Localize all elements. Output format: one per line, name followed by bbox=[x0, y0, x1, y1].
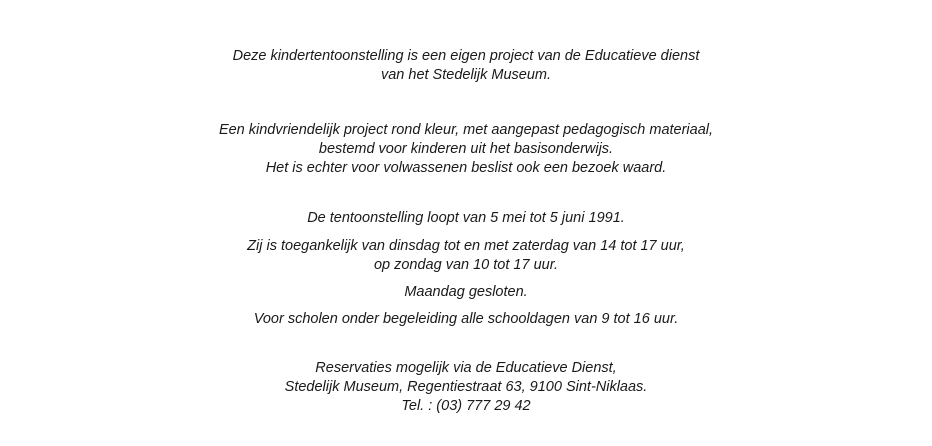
closed-day-paragraph bbox=[0, 283, 932, 302]
text-line: De tentoonstelling loopt van 5 mei tot 5 juni 1991. bbox=[307, 210, 625, 226]
text-line: Voor scholen onder begeleiding alle schooldagen van 9 tot 16 uur. bbox=[253, 311, 679, 327]
project-description-paragraph bbox=[0, 121, 932, 178]
text-line: Reservaties mogelijk via de Educatieve Dienst, bbox=[315, 360, 617, 376]
text-line: op zondag van 10 tot 17 uur. bbox=[373, 257, 559, 273]
text-line: van het Stedelijk Museum. bbox=[380, 67, 552, 83]
opening-hours-paragraph bbox=[0, 237, 932, 275]
text-line: Tel. : (03) 777 29 42 bbox=[401, 398, 531, 414]
reservation-contact-paragraph bbox=[0, 359, 932, 416]
text-line: Maandag gesloten. bbox=[404, 284, 528, 300]
text-line: Stedelijk Museum, Regentiestraat 63, 9100 Sint-Niklaas. bbox=[284, 379, 648, 395]
intro-paragraph bbox=[0, 47, 932, 85]
text-line: Het is echter voor volwassenen beslist ook een bezoek waard. bbox=[265, 160, 667, 176]
school-hours-paragraph bbox=[0, 310, 932, 329]
text-line: bestemd voor kinderen uit het basisonderwijs. bbox=[318, 141, 614, 157]
text-line: Zij is toegankelijk van dinsdag tot en met zaterdag van 14 tot 17 uur, bbox=[247, 238, 685, 254]
exhibition-dates-paragraph bbox=[0, 209, 932, 228]
text-line: Deze kindertentoonstelling is een eigen project van de Educatieve dienst bbox=[232, 48, 700, 64]
text-line: Een kindvriendelijk project rond kleur, met aangepast pedagogisch materiaal, bbox=[218, 122, 714, 138]
